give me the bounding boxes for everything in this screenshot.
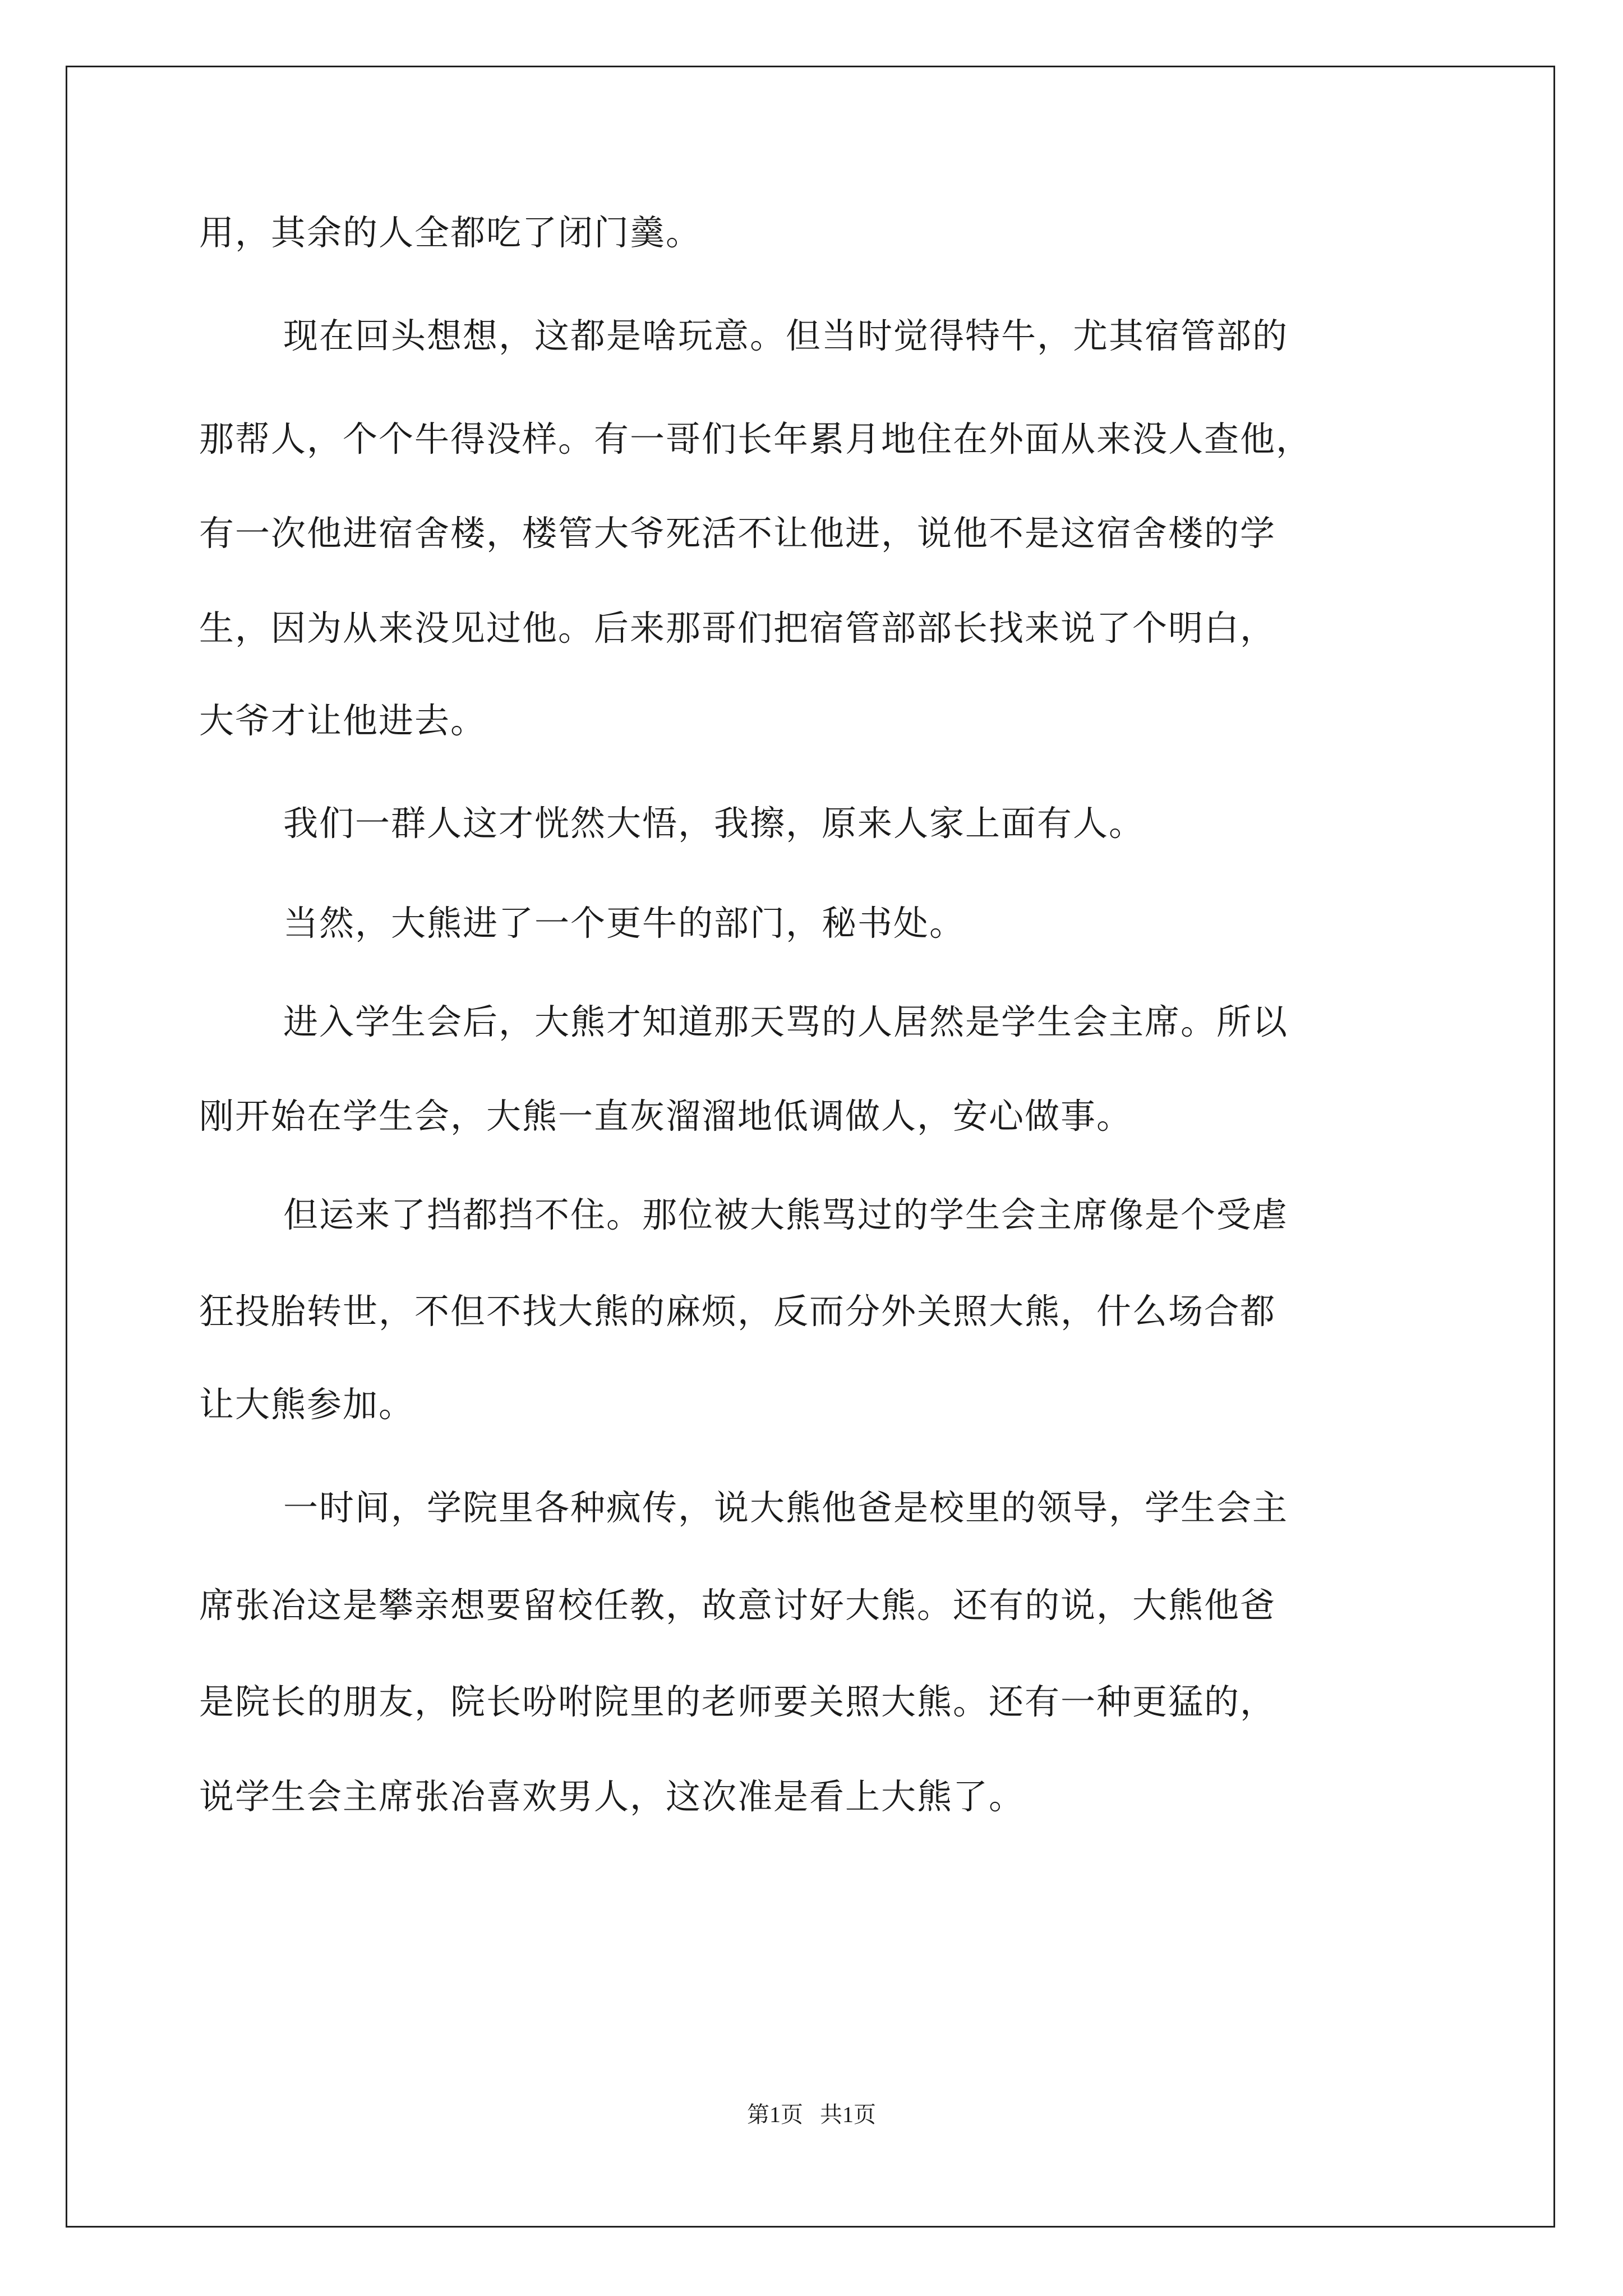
paragraph-start-line: 但运来了挡都挡不住。那位被大熊骂过的学生会主席像是个受虐 <box>283 1194 1289 1235</box>
page-number-footer: 第1页 共1页 <box>747 2102 876 2127</box>
paragraph-start-line: 我们一群人这才恍然大悟，我擦，原来人家上面有人。 <box>283 803 1145 844</box>
page-border <box>66 66 1555 2228</box>
text-line: 席张冶这是攀亲想要留校任教，故意讨好大熊。还有的说，大熊他爸 <box>199 1585 1276 1626</box>
paragraph-start-line: 当然，大熊进了一个更牛的部门，秘书处。 <box>283 903 966 944</box>
text-line: 说学生会主席张冶喜欢男人，这次准是看上大熊了。 <box>199 1776 1025 1817</box>
text-line: 用，其余的人全都吃了闭门羹。 <box>199 212 702 253</box>
text-line: 刚开始在学生会，大熊一直灰溜溜地低调做人，安心做事。 <box>199 1096 1133 1137</box>
text-line: 大爷才让他进去。 <box>199 700 487 741</box>
text-line: 生，因为从来没见过他。后来那哥们把宿管部部长找来说了个明白， <box>199 608 1276 648</box>
text-line: 是院长的朋友，院长吩咐院里的老师要关照大熊。还有一种更猛的， <box>199 1681 1276 1722</box>
text-line: 让大熊参加。 <box>199 1384 415 1425</box>
paragraph-start-line: 进入学生会后，大熊才知道那天骂的人居然是学生会主席。所以 <box>283 1001 1289 1042</box>
text-line: 有一次他进宿舍楼，楼管大爷死活不让他进，说他不是这宿舍楼的学 <box>199 513 1276 554</box>
text-line: 狂投胎转世，不但不找大熊的麻烦，反而分外关照大熊，什么场合都 <box>199 1291 1276 1332</box>
paragraph-start-line: 现在回头想想，这都是啥玩意。但当时觉得特牛，尤其宿管部的 <box>283 315 1289 356</box>
text-line: 那帮人，个个牛得没样。有一哥们长年累月地住在外面从来没人查他， <box>199 418 1312 459</box>
paragraph-start-line: 一时间，学院里各种疯传，说大熊他爸是校里的领导，学生会主 <box>283 1487 1289 1528</box>
